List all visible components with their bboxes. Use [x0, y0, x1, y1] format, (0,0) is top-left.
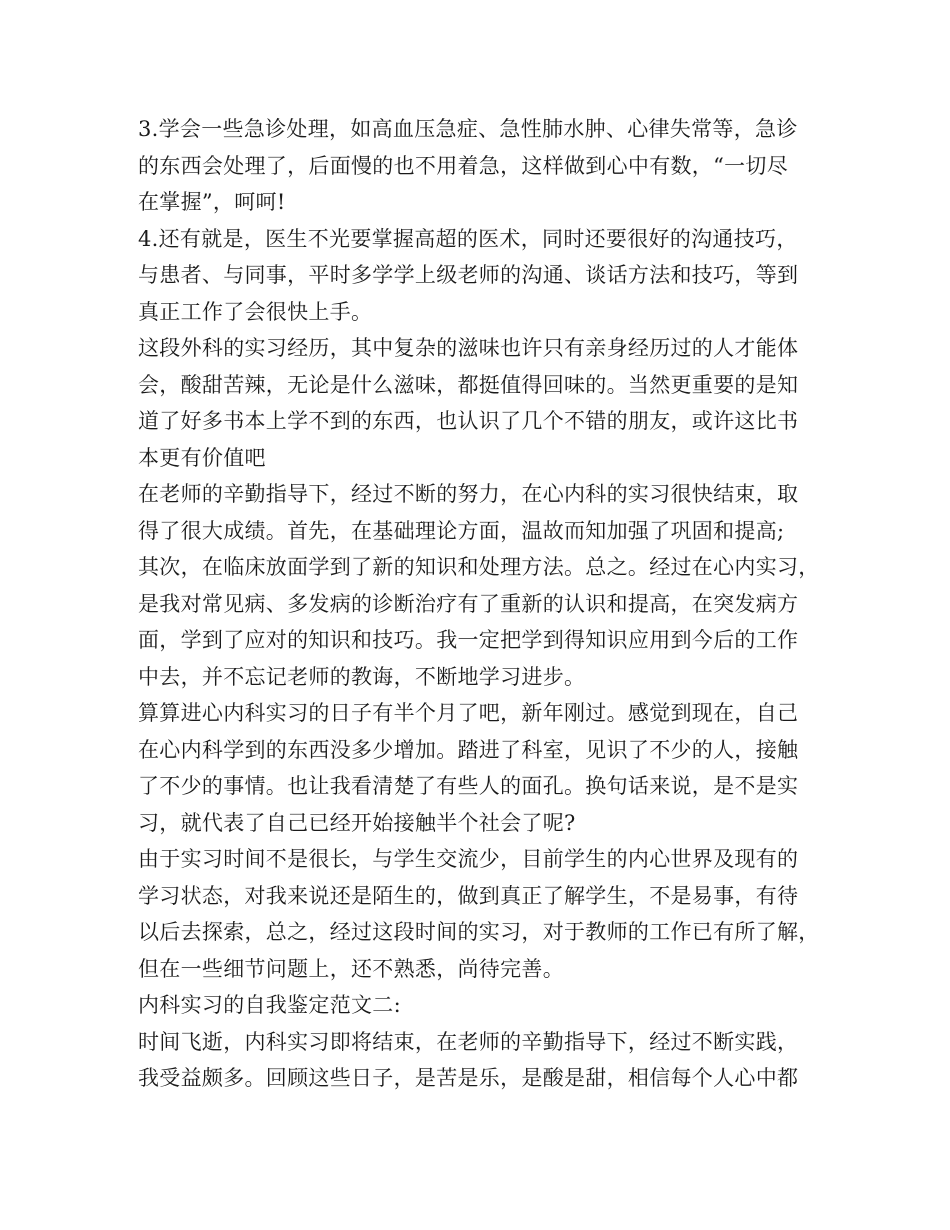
- text-line: 时间飞逝，内科实习即将结束，在老师的辛勤指导下，经过不断实践，: [138, 1029, 799, 1054]
- text-line: 了不少的事情。也让我看清楚了有些人的面孔。换句话来说，是不是实: [138, 774, 799, 798]
- section-heading: 内科实习的自我鉴定范文二:: [138, 993, 401, 1017]
- text-line: 在心内科学到的东西没多少增加。踏进了科室，见识了不少的人，接触: [138, 737, 799, 762]
- text-line: 得了很大成绩。首先，在基础理论方面，温故而知加强了巩固和提高;: [138, 518, 785, 543]
- text-line: 以后去探索，总之，经过这段时间的实习，对于教师的工作已有所了解，: [138, 920, 820, 944]
- text-line: 中去，并不忘记老师的教诲，不断地学习进步。: [138, 664, 586, 689]
- text-line: 由于实习时间不是很长，与学生交流少，目前学生的内心世界及现有的: [138, 847, 799, 871]
- text-line: 是我对常见病、多发病的诊断治疗有了重新的认识和提高，在突发病方: [138, 591, 799, 616]
- text-line: 3.学会一些急诊处理，如高血压急症、急性肺水肿、心律失常等，急诊: [138, 117, 798, 141]
- text-line: 会，酸甜苦辣，无论是什么滋味，都挺值得回味的。当然更重要的是知: [138, 372, 799, 397]
- text-line: 道了好多书本上学不到的东西，也认识了几个不错的朋友，或许这比书: [138, 409, 799, 433]
- text-line: 在掌握”，呵呵!: [138, 190, 286, 214]
- text-line: 4.还有就是，医生不光要掌握高超的医术，同时还要很好的沟通技巧，: [138, 226, 798, 251]
- text-line: 其次，在临床放面学到了新的知识和处理方法。总之。经过在心内实习，: [138, 555, 820, 579]
- text-line: 真正工作了会很快上手。: [138, 299, 373, 324]
- text-line: 我受益颇多。回顾这些日子，是苦是乐，是酸是甜，相信每个人心中都: [138, 1066, 799, 1090]
- document-body: [138, 111, 828, 1097]
- text-line: 习，就代表了自己已经开始接触半个社会了呢?: [138, 810, 576, 835]
- text-line: 面，学到了应对的知识和技巧。我一定把学到得知识应用到今后的工作: [138, 628, 799, 652]
- text-line: 本更有价值吧: [138, 445, 266, 470]
- text-line: 但在一些细节问题上，还不熟悉，尚待完善。: [138, 956, 564, 981]
- text-line: 算算进心内科实习的日子有半个月了吧，新年刚过。感觉到现在，自己: [138, 701, 799, 725]
- text-line: 这段外科的实习经历，其中复杂的滋味也许只有亲身经历过的人才能体: [138, 336, 799, 360]
- text-line: 学习状态，对我来说还是陌生的，做到真正了解学生，不是易事，有待: [138, 883, 799, 908]
- text-line: 与患者、与同事，平时多学学上级老师的沟通、谈话方法和技巧，等到: [138, 263, 799, 287]
- text-line: 的东西会处理了，后面慢的也不用着急，这样做到心中有数，“一切尽: [138, 153, 789, 178]
- text-line: 在老师的辛勤指导下，经过不断的努力，在心内科的实习很快结束，取: [138, 482, 799, 506]
